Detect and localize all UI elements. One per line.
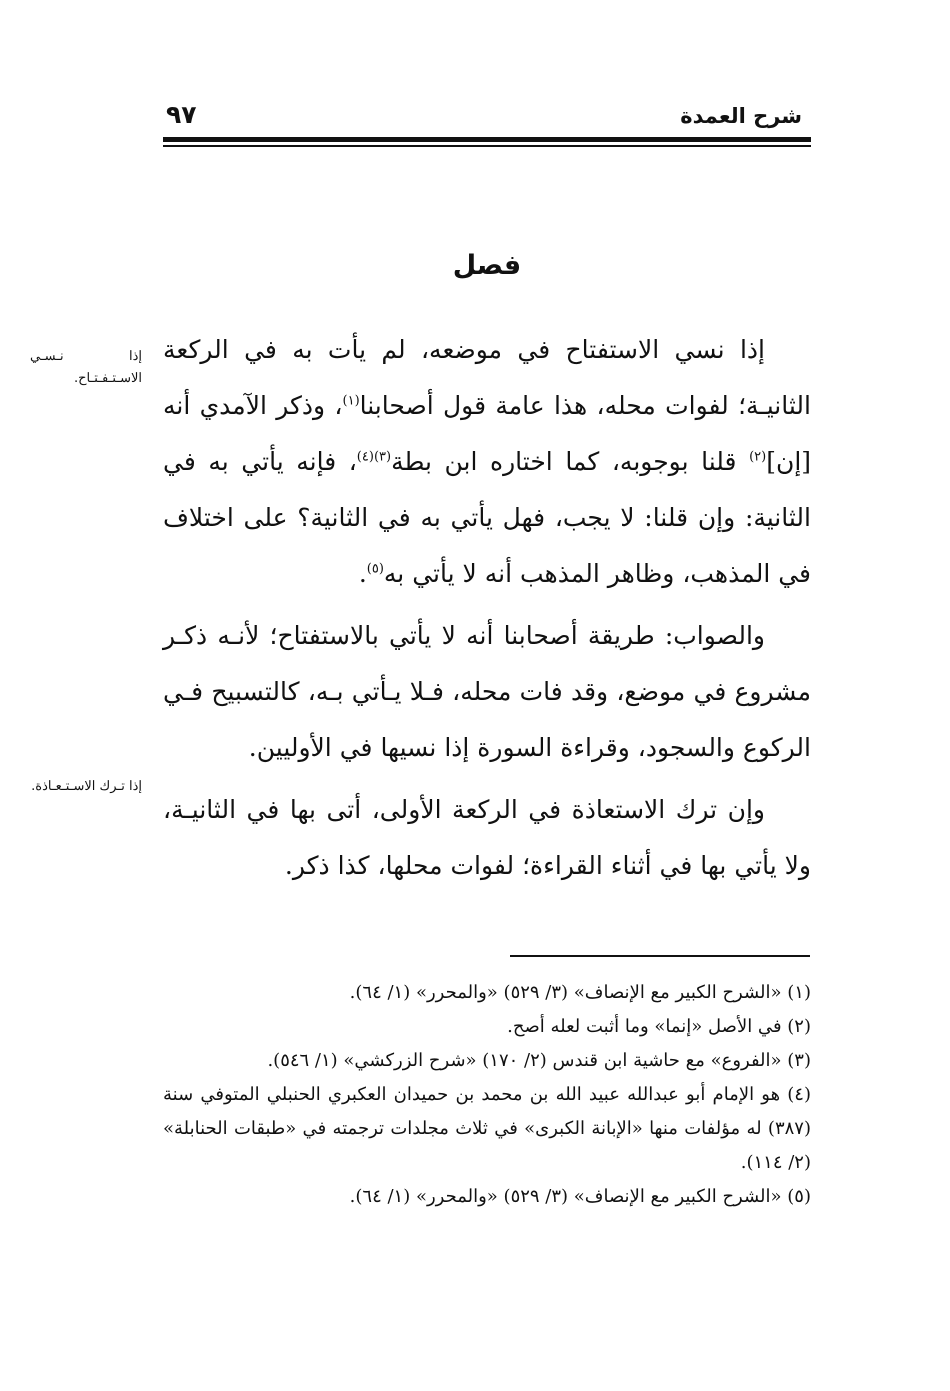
footnote-4: (٤) هو الإمام أبو عبدالله عبيد الله بن محمد بن حميدان العكبري الحنبلي المتوفي سنة (٣٨٧) له مؤلفات منها «الإبانة الكبرى» في ثلاث مجلدات ترجمته في «طبقات الحنابلة» (٢/ ١١٤). — [163, 1084, 811, 1173]
footnote-ref-3: (٣) — [373, 449, 392, 465]
paragraph-1-part-c: قلنا بوجوبه، كما اختاره ابن بطة — [391, 447, 750, 476]
footnotes — [163, 976, 811, 1214]
section-heading: فصل — [452, 250, 522, 281]
paragraph-1-part-e: . — [358, 559, 367, 588]
margin-note-left-taawwudh: إذا تـرك الاسـتـعـاذة. — [31, 779, 142, 794]
paragraph-1-part-a: إذا نسي الاستفتاح في موضعه، لم يأت به في الركعة الثانيـة؛ لفوات محله، هذا عامة قول أصحابنا — [163, 335, 811, 420]
footnote-ref-2: (٢) — [749, 449, 767, 465]
running-header-title: شرح العمدة — [680, 104, 802, 128]
footnote-2: (٢) في الأصل «إنما» وما أثبت لعله أصح. — [507, 1016, 811, 1037]
header-rule-thin — [163, 145, 811, 147]
page-number: ٩٧ — [166, 100, 197, 129]
paragraph-1-part-b: ، وذكر الآمدي أنه [إن] — [163, 391, 812, 476]
footnote-1: (١) «الشرح الكبير مع الإنصاف» (٣/ ٥٢٩) «والمحرر» (١/ ٦٤). — [349, 982, 811, 1003]
footnote-3: (٣) «الفروع» مع حاشية ابن قندس (٢/ ١٧٠) «شرح الزركشي» (١/ ٥٤٦). — [267, 1050, 811, 1071]
footnote-ref-4: (٤) — [356, 449, 374, 465]
footnote-5: (٥) «الشرح الكبير مع الإنصاف» (٣/ ٥٢٩) «والمحرر» (١/ ٦٤). — [349, 1186, 811, 1207]
paragraph-1 — [163, 322, 811, 602]
paragraph-3: وإن ترك الاستعاذة في الركعة الأولى، أتى بها في الثانيـة، ولا يأتي بها في أثناء القراءة؛ لفوات محلها، كذا ذكر. — [163, 795, 811, 880]
main-text — [163, 322, 811, 900]
header-rule-thick — [163, 137, 811, 142]
margin-note-forgot-opening: إذا نـسـي الاسـتـفـتـاح. — [30, 349, 142, 386]
paragraph-1-part-d: ، فإنه يأتي به في الثانية: وإن قلنا: لا يجب، فهل يأتي به في الثانية؟ على اختلاف في المذهب، وظاهر المذهب أنه لا يأتي به — [163, 447, 811, 588]
footnote-ref-1: (١) — [342, 393, 360, 409]
footnote-ref-5: (٥) — [366, 561, 384, 577]
paragraph-2: والصواب: طريقة أصحابنا أنه لا يأتي بالاستفتاح؛ لأنـه ذكـر مشروع في موضع، وقد فات محله، فـلا يـأتي بـه، كالتسبيح فـي الركوع والسجود، وقراءة السورة إذا نسيها في الأوليين. — [163, 621, 811, 762]
footnote-separator — [510, 955, 810, 957]
